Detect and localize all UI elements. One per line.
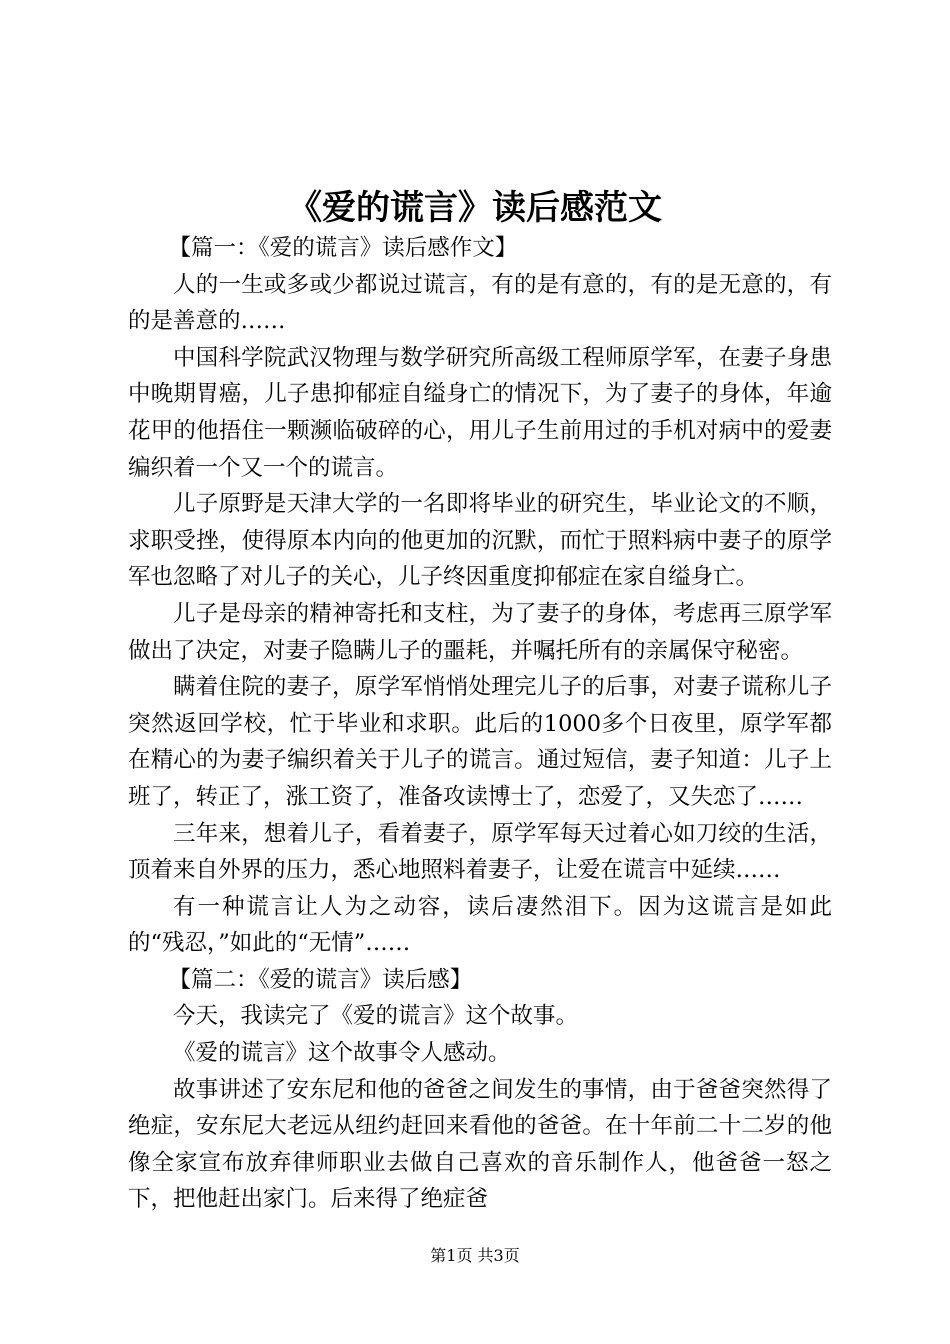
paragraph: 儿子原野是天津大学的一名即将毕业的研究生，毕业论文的不顺，求职受挫，使得原本内向的他更加的沉默，而忙于照料病中妻子的原学军也忽略了对儿子的关心，儿子终因重度抑郁症在家自缢身亡。: [128, 491, 832, 591]
paragraph: 今天，我读完了《爱的谎言》这个故事。: [173, 1003, 579, 1030]
paragraph: 瞒着住院的妻子，原学军悄悄处理完儿子的后事，对妻子谎称儿子突然返回学校，忙于毕业和求职。此后的1000多个日夜里，原学军都在精心的为妻子编织着关于儿子的谎言。通过短信，妻子知道：儿子上班了，转正了，涨工资了，准备攻读博士了，恋爱了，又失恋了……: [128, 674, 832, 810]
section-heading-2: 【篇二：《爱的谎言》读后感】: [168, 966, 473, 993]
paragraph: 《爱的谎言》这个故事令人感动。: [173, 1040, 511, 1067]
paragraph: 人的一生或多或少都说过谎言，有的是有意的，有的是无意的，有的是善意的……: [128, 271, 832, 335]
document-body: [128, 230, 832, 1218]
section-heading-1: 【篇一：《爱的谎言》读后感作文】: [168, 235, 518, 261]
page-footer: 第1页 共3页: [430, 1246, 520, 1265]
paragraph: 中国科学院武汉物理与数学研究所高级工程师原学军，在妻子身患中晚期胃癌，儿子患抑郁症自缢身亡的情况下，为了妻子的身体，年逾花甲的他捂住一颗濒临破碎的心，用儿子生前用过的手机对病中的爱妻编织着一个又一个的谎言。: [128, 344, 832, 481]
paragraph: 儿子是母亲的精神寄托和支柱，为了妻子的身体，考虑再三原学军做出了决定，对妻子隐瞒儿子的噩耗，并嘱托所有的亲属保守秘密。: [128, 600, 832, 664]
paragraph: 三年来，想着儿子，看着妻子，原学军每天过着心如刀绞的生活，顶着来自外界的压力，悉心地照料着妻子，让爱在谎言中延续……: [128, 820, 832, 884]
document-title: 《爱的谎言》读后感范文: [288, 188, 662, 228]
paragraph: 有一种谎言让人为之动容，读后凄然泪下。因为这谎言是如此的“残忍，”如此的“无情”……: [128, 893, 832, 957]
paragraph: 故事讲述了安东尼和他的爸爸之间发生的事情，由于爸爸突然得了绝症，安东尼大老远从纽约赶回来看他的爸爸。在十年前二十二岁的他像全家宣布放弃律师职业去做自己喜欢的音乐制作人，他爸爸一怒之下，把他赶出家门。后来得了绝症爸: [128, 1076, 832, 1213]
